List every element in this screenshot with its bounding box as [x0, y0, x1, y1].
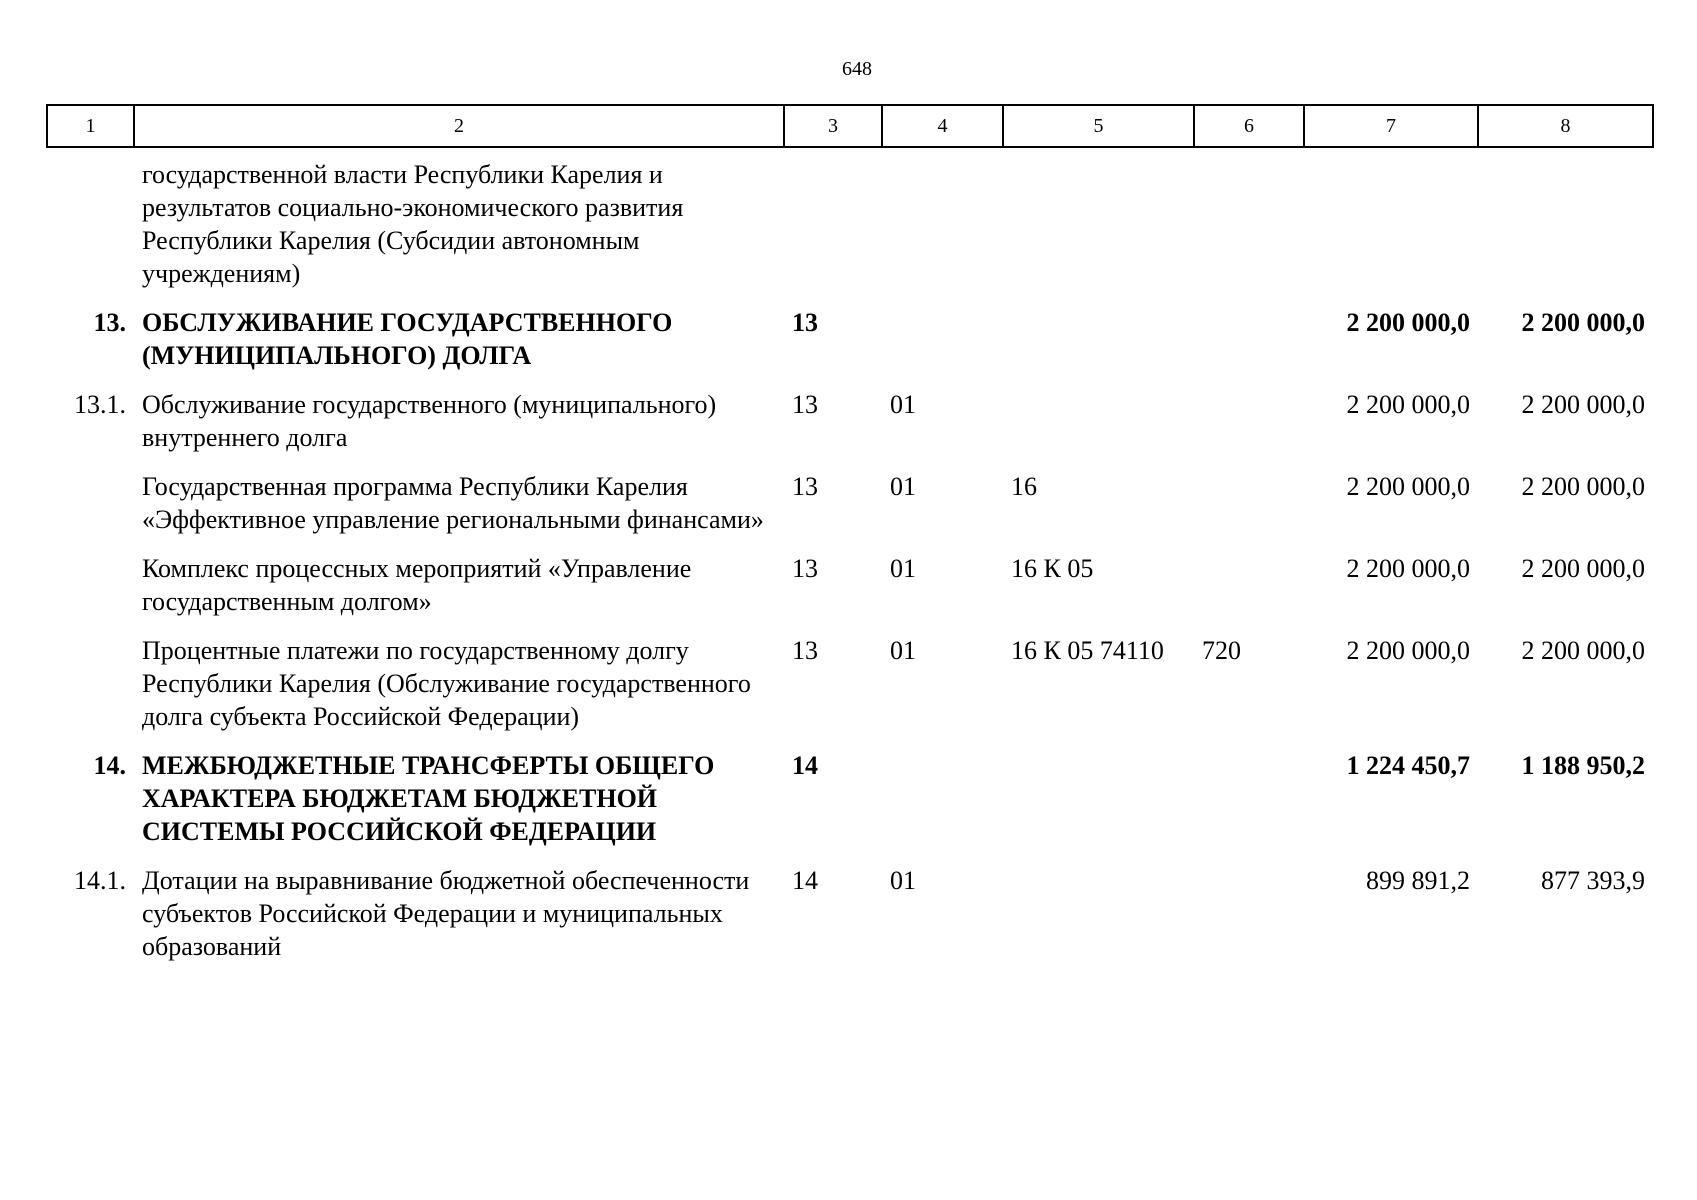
table-row — [47, 470, 1653, 552]
row-section-code: 14 — [792, 751, 818, 780]
table-row — [47, 552, 1653, 634]
row-name: государственной власти Республики Карелия и результатов социально-экономического развития Республики Карелия (Субсидии автономным учреждениям) — [142, 160, 684, 288]
table-row — [47, 147, 1653, 306]
row-amount-year-1: 899 891,2 — [1366, 866, 1470, 895]
row-amount-year-2: 1 188 950,2 — [1521, 751, 1645, 780]
row-subsection-code: 01 — [890, 866, 916, 895]
table-section-row — [47, 749, 1653, 864]
row-name: Государственная программа Республики Карелия «Эффективное управление региональными финансами» — [142, 472, 764, 534]
row-expense-type — [1194, 552, 1304, 634]
budget-table-container — [46, 104, 1652, 979]
row-number: 13.1. — [74, 390, 126, 419]
column-header: 8 — [1478, 105, 1653, 147]
column-header: 4 — [882, 105, 1003, 147]
row-number: 14.1. — [74, 866, 126, 895]
column-header: 6 — [1194, 105, 1304, 147]
row-amount-year-2 — [1478, 147, 1653, 306]
row-subsection-code: 01 — [890, 472, 916, 501]
table-row — [47, 388, 1653, 470]
row-amount-year-1: 2 200 000,0 — [1346, 636, 1470, 665]
row-amount-year-1 — [1304, 147, 1478, 306]
row-target-article — [1003, 306, 1194, 388]
row-expense-type — [1194, 470, 1304, 552]
column-header: 2 — [134, 105, 784, 147]
row-target-article: 16 — [1011, 472, 1037, 501]
row-target-article — [1003, 388, 1194, 470]
row-section-code: 13 — [792, 390, 818, 419]
row-section-code: 13 — [792, 472, 818, 501]
row-name: Процентные платежи по государственному долгу Республики Карелия (Обслуживание государственного долга субъекта Российской Федерации) — [142, 636, 751, 731]
row-name: Дотации на выравнивание бюджетной обеспеченности субъектов Российской Федерации и муниципальных образований — [142, 866, 750, 961]
table-header — [47, 105, 1653, 147]
row-target-article — [1003, 864, 1194, 979]
row-number: 13. — [93, 308, 126, 337]
row-target-article — [1003, 147, 1194, 306]
row-amount-year-2: 2 200 000,0 — [1521, 308, 1645, 337]
row-section-code: 13 — [792, 308, 818, 337]
row-amount-year-2: 2 200 000,0 — [1521, 636, 1645, 665]
row-target-article — [1003, 749, 1194, 864]
table-row — [47, 864, 1653, 979]
row-section-code: 14 — [792, 866, 818, 895]
row-expense-type — [1194, 306, 1304, 388]
row-amount-year-1: 2 200 000,0 — [1346, 554, 1470, 583]
table-section-row — [47, 306, 1653, 388]
row-expense-type — [1194, 749, 1304, 864]
row-section-code: 13 — [792, 554, 818, 583]
row-target-article: 16 К 05 — [1011, 554, 1094, 583]
column-header: 3 — [784, 105, 882, 147]
column-number-row — [47, 105, 1653, 147]
row-amount-year-2: 877 393,9 — [1541, 866, 1645, 895]
row-number — [47, 634, 134, 749]
row-name: ОБСЛУЖИВАНИЕ ГОСУДАРСТВЕННОГО (МУНИЦИПАЛЬНОГО) ДОЛГА — [142, 308, 673, 370]
row-expense-type — [1194, 864, 1304, 979]
row-number — [47, 470, 134, 552]
row-name: МЕЖБЮДЖЕТНЫЕ ТРАНСФЕРТЫ ОБЩЕГО ХАРАКТЕРА БЮДЖЕТАМ БЮДЖЕТНОЙ СИСТЕМЫ РОССИЙСКОЙ ФЕДЕРАЦИИ — [142, 751, 715, 846]
row-target-article: 16 К 05 74110 — [1011, 636, 1164, 665]
row-subsection-code: 01 — [890, 390, 916, 419]
row-number: 14. — [93, 751, 126, 780]
row-amount-year-1: 2 200 000,0 — [1346, 390, 1470, 419]
column-header: 7 — [1304, 105, 1478, 147]
row-section-code: 13 — [792, 636, 818, 665]
row-name: Обслуживание государственного (муниципального) внутреннего долга — [142, 390, 717, 452]
page-number: 648 — [842, 58, 872, 80]
row-amount-year-2: 2 200 000,0 — [1521, 390, 1645, 419]
table-body — [47, 147, 1653, 979]
row-name: Комплекс процессных мероприятий «Управление государственным долгом» — [142, 554, 692, 616]
row-number — [47, 147, 134, 306]
budget-table — [46, 104, 1654, 979]
row-amount-year-2: 2 200 000,0 — [1521, 472, 1645, 501]
row-amount-year-1: 2 200 000,0 — [1346, 308, 1470, 337]
row-subsection-code: 01 — [890, 636, 916, 665]
row-expense-type: 720 — [1202, 636, 1241, 665]
row-subsection-code — [882, 749, 1003, 864]
column-header: 1 — [47, 105, 134, 147]
row-expense-type — [1194, 388, 1304, 470]
row-section-code — [784, 147, 882, 306]
row-amount-year-1: 1 224 450,7 — [1346, 751, 1470, 780]
table-row — [47, 634, 1653, 749]
row-subsection-code — [882, 147, 1003, 306]
column-header: 5 — [1003, 105, 1194, 147]
row-expense-type — [1194, 147, 1304, 306]
row-subsection-code: 01 — [890, 554, 916, 583]
row-amount-year-1: 2 200 000,0 — [1346, 472, 1470, 501]
row-amount-year-2: 2 200 000,0 — [1521, 554, 1645, 583]
row-number — [47, 552, 134, 634]
row-subsection-code — [882, 306, 1003, 388]
